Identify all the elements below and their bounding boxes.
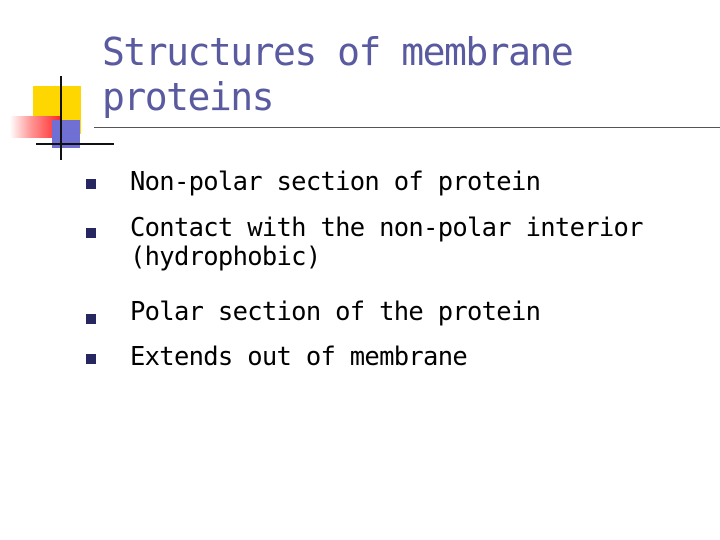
bullet-text: Contact with the non-polar interior (hydrophobic) <box>130 213 643 272</box>
square-bullet-icon <box>86 228 96 238</box>
square-bullet-icon <box>86 314 96 324</box>
square-bullet-icon <box>86 179 96 189</box>
bullet-text: Polar section of the protein <box>130 297 541 327</box>
square-bullet-icon <box>86 354 96 364</box>
bullet-text: Extends out of membrane <box>130 342 468 372</box>
title-divider <box>94 127 720 128</box>
slide-title: Structures of membrane proteins <box>102 30 573 119</box>
logo-horizontal-line <box>36 143 114 145</box>
bullet-text: Non-polar section of protein <box>130 167 541 197</box>
logo-vertical-line <box>60 76 62 160</box>
